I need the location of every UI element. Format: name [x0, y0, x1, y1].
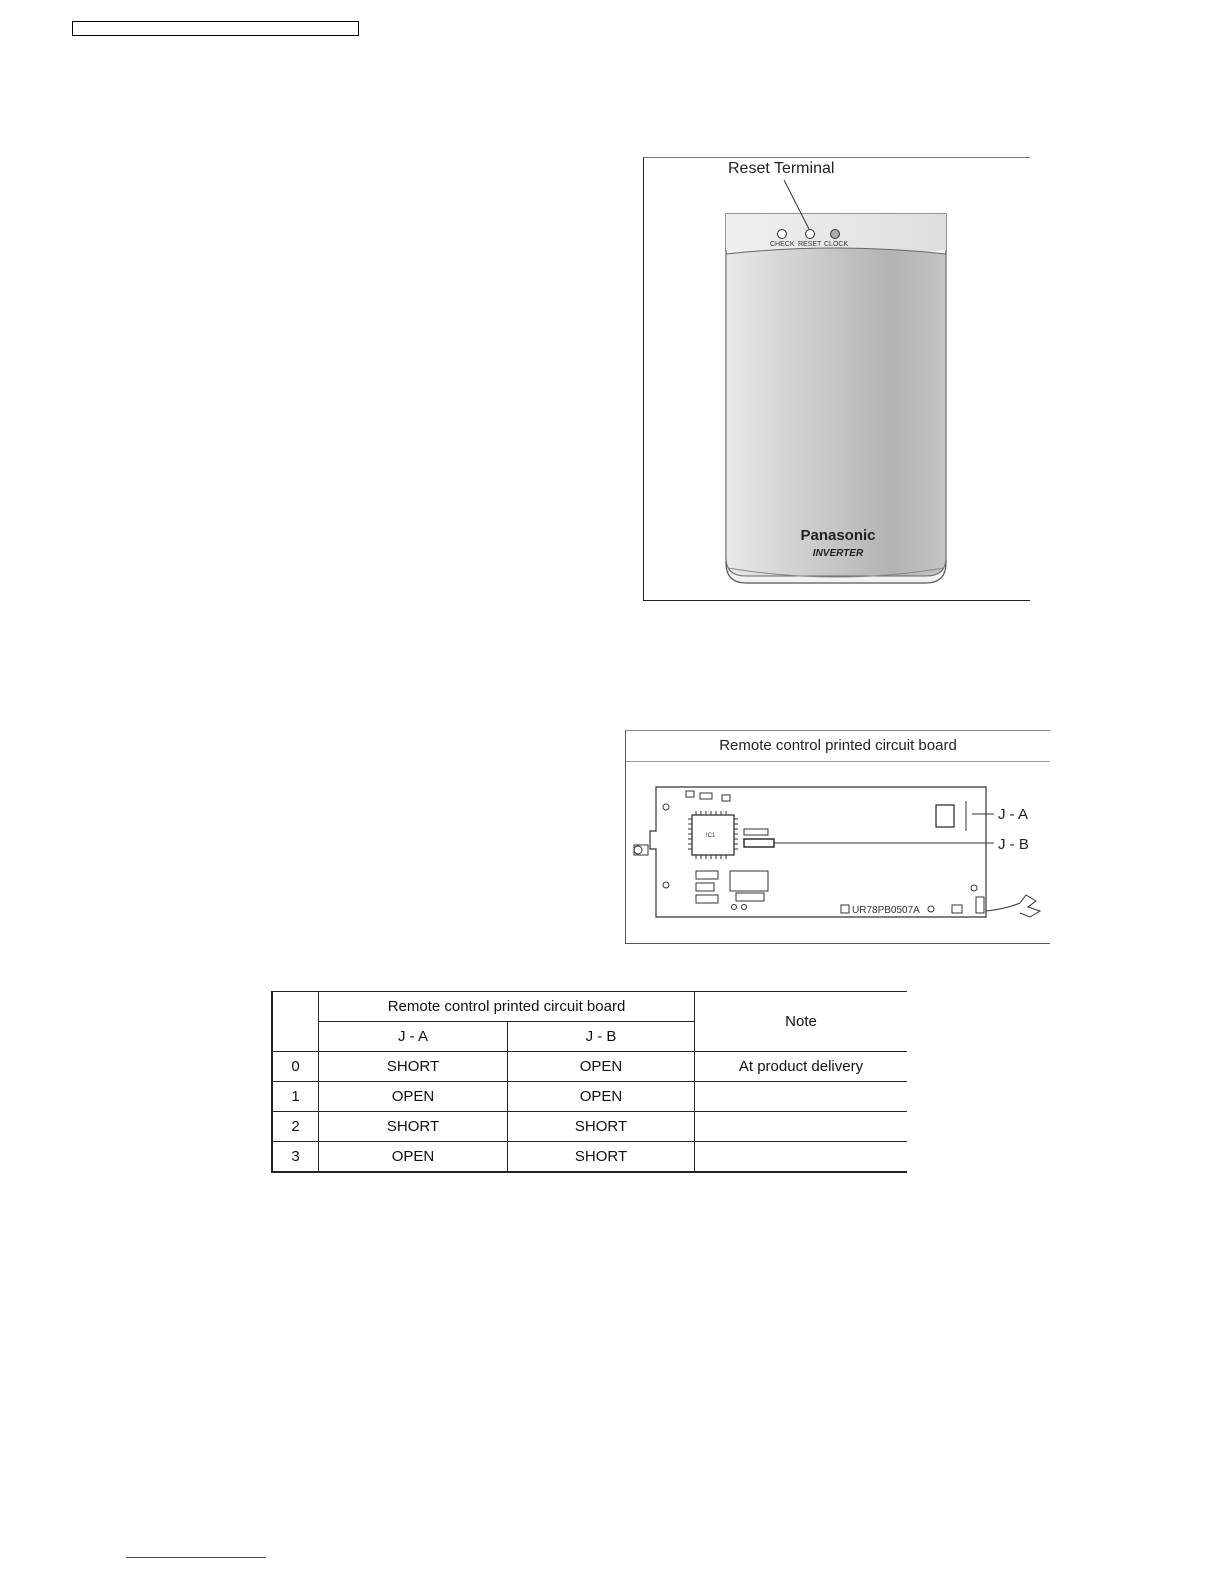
row-id: 3	[272, 1142, 319, 1173]
row-jb: SHORT	[508, 1142, 695, 1173]
remote-figure	[643, 157, 1030, 601]
clock-button	[831, 230, 840, 239]
row-note	[695, 1142, 908, 1173]
row-ja: OPEN	[319, 1082, 508, 1112]
table-row	[272, 1112, 907, 1142]
row-note: At product delivery	[695, 1052, 908, 1082]
table-header-row	[272, 992, 907, 1022]
row-id: 0	[272, 1052, 319, 1082]
brand-text: Panasonic	[800, 527, 876, 544]
ja-label: J - A	[998, 806, 1029, 823]
remote-illustration	[644, 158, 1031, 602]
ja-connector	[936, 805, 954, 827]
board-code: UR78PB0507A	[852, 905, 920, 916]
antenna-wire	[986, 895, 1040, 917]
ic-label: IC1	[706, 833, 716, 839]
table-group-header: Remote control printed circuit board	[319, 992, 695, 1022]
jb-label: J - B	[998, 836, 1029, 853]
check-label: CHECK	[770, 241, 795, 248]
row-note	[695, 1082, 908, 1112]
table-row	[272, 1082, 907, 1112]
table-col-jb: J - B	[508, 1022, 695, 1052]
reset-terminal-label: Reset Terminal	[728, 160, 835, 177]
clock-label: CLOCK	[824, 241, 849, 248]
row-ja: SHORT	[319, 1112, 508, 1142]
pcb-illustration	[626, 731, 1051, 945]
table-note-header: Note	[695, 992, 908, 1052]
row-jb: OPEN	[508, 1082, 695, 1112]
header-box	[72, 21, 359, 36]
table-row	[272, 1142, 907, 1173]
row-jb: OPEN	[508, 1052, 695, 1082]
table-row	[272, 1052, 907, 1082]
row-id: 1	[272, 1082, 319, 1112]
row-ja: SHORT	[319, 1052, 508, 1082]
check-button	[778, 230, 787, 239]
jumper-setting-table	[271, 991, 907, 1173]
reset-label: RESET	[798, 241, 822, 248]
pcb-title: Remote control printed circuit board	[626, 731, 1050, 762]
row-jb: SHORT	[508, 1112, 695, 1142]
row-id: 2	[272, 1112, 319, 1142]
table-col-ja: J - A	[319, 1022, 508, 1052]
table-corner-cell	[272, 992, 319, 1052]
row-ja: OPEN	[319, 1142, 508, 1173]
row-note	[695, 1112, 908, 1142]
pcb-figure	[625, 730, 1050, 944]
footer-link-underline[interactable]	[126, 1557, 266, 1558]
brand-sub-text: INVERTER	[812, 548, 864, 559]
reset-button	[806, 230, 815, 239]
